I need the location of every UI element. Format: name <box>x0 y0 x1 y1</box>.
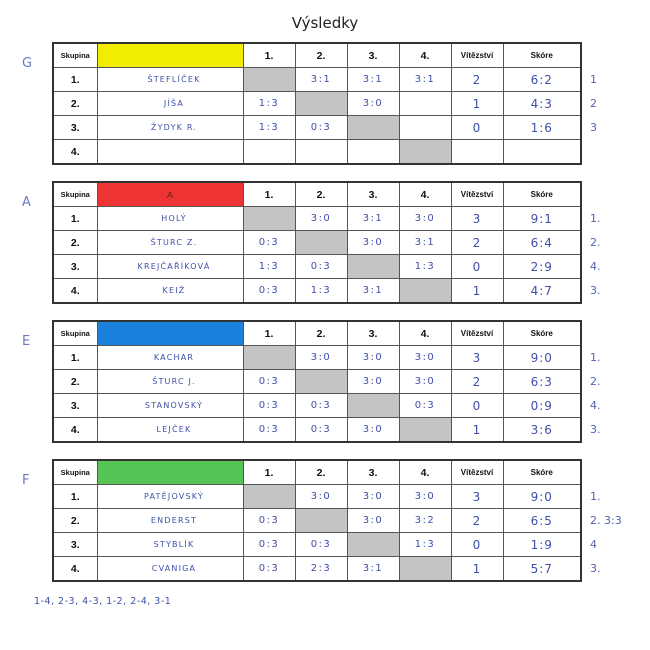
match-score: 3:1 <box>347 557 399 582</box>
total-score: 1:9 <box>503 533 581 557</box>
header-col-4: 4. <box>399 182 451 207</box>
header-col-4: 4. <box>399 460 451 485</box>
row-number: 3. <box>53 116 97 140</box>
group-table-3 <box>52 459 580 582</box>
placement-note: 2. <box>590 236 601 249</box>
diagonal-cell <box>243 485 295 509</box>
row-number: 2. <box>53 231 97 255</box>
header-score: Skóre <box>503 460 581 485</box>
match-score: 3:0 <box>399 346 451 370</box>
match-score: 0:3 <box>295 116 347 140</box>
match-score <box>399 116 451 140</box>
group-letter: A <box>22 195 31 210</box>
table-row <box>53 140 581 165</box>
player-name: JÍŠA <box>97 92 243 116</box>
match-score: 3:0 <box>399 485 451 509</box>
match-score: 3:1 <box>347 207 399 231</box>
match-score: 3:1 <box>399 231 451 255</box>
diagonal-cell <box>347 255 399 279</box>
header-skupina: Skupina <box>53 460 97 485</box>
wins-count: 3 <box>451 346 503 370</box>
row-number: 1. <box>53 207 97 231</box>
group-color-cell <box>97 43 243 68</box>
match-score: 0:3 <box>243 509 295 533</box>
diagonal-cell <box>243 207 295 231</box>
header-skupina: Skupina <box>53 182 97 207</box>
placement-note: 4. <box>590 399 601 412</box>
group-color-cell <box>97 321 243 346</box>
results-table <box>52 320 582 443</box>
table-row <box>53 346 581 370</box>
diagonal-cell <box>399 557 451 582</box>
header-row <box>53 321 581 346</box>
total-score: 0:9 <box>503 394 581 418</box>
player-name: KEIŽ <box>97 279 243 304</box>
total-score: 4:3 <box>503 92 581 116</box>
player-name: ŽYDYK R. <box>97 116 243 140</box>
row-number: 2. <box>53 92 97 116</box>
total-score: 6:5 <box>503 509 581 533</box>
header-skupina: Skupina <box>53 321 97 346</box>
page-title: Výsledky <box>291 14 359 32</box>
match-score: 0:3 <box>295 418 347 443</box>
match-score: 3:0 <box>347 346 399 370</box>
header-col-3: 3. <box>347 460 399 485</box>
player-name: ŠTURC J. <box>97 370 243 394</box>
total-score: 9:0 <box>503 485 581 509</box>
player-name: LEJČEK <box>97 418 243 443</box>
row-number: 1. <box>53 485 97 509</box>
wins-count: 0 <box>451 116 503 140</box>
match-score: 3:0 <box>295 346 347 370</box>
match-score <box>399 92 451 116</box>
header-col-4: 4. <box>399 321 451 346</box>
header-wins: Vítězství <box>451 182 503 207</box>
table-row <box>53 68 581 92</box>
wins-count: 2 <box>451 68 503 92</box>
row-number: 3. <box>53 255 97 279</box>
wins-count <box>451 140 503 165</box>
placement-note: 4 <box>590 538 597 551</box>
header-score: Skóre <box>503 43 581 68</box>
table-row <box>53 116 581 140</box>
diagonal-cell <box>295 370 347 394</box>
diagonal-cell <box>399 279 451 304</box>
table-row <box>53 231 581 255</box>
table-row <box>53 207 581 231</box>
match-score: 0:3 <box>243 279 295 304</box>
placement-note: 2. 3:3 <box>590 514 622 527</box>
header-col-1: 1. <box>243 43 295 68</box>
wins-count: 1 <box>451 557 503 582</box>
placement-note: 3. <box>590 562 601 575</box>
match-score: 3:0 <box>399 207 451 231</box>
placement-note: 2. <box>590 375 601 388</box>
row-number: 4. <box>53 140 97 165</box>
player-name: ŠTEFLÍČEK <box>97 68 243 92</box>
total-score: 3:6 <box>503 418 581 443</box>
table-row <box>53 394 581 418</box>
total-score: 4:7 <box>503 279 581 304</box>
match-score <box>347 140 399 165</box>
header-col-1: 1. <box>243 182 295 207</box>
header-col-3: 3. <box>347 182 399 207</box>
total-score: 9:1 <box>503 207 581 231</box>
player-name: ENDERST <box>97 509 243 533</box>
placement-note: 1. <box>590 490 601 503</box>
match-score: 1:3 <box>243 255 295 279</box>
results-table <box>52 42 582 165</box>
match-score: 3:0 <box>295 485 347 509</box>
placement-note: 1. <box>590 351 601 364</box>
row-number: 1. <box>53 68 97 92</box>
total-score: 5:7 <box>503 557 581 582</box>
diagonal-cell <box>295 509 347 533</box>
group-color-cell <box>97 460 243 485</box>
player-name: HOLÝ <box>97 207 243 231</box>
group-table-0 <box>52 42 580 165</box>
match-score: 0:3 <box>295 255 347 279</box>
wins-count: 0 <box>451 533 503 557</box>
match-score: 1:3 <box>243 116 295 140</box>
match-score: 0:3 <box>399 394 451 418</box>
table-row <box>53 418 581 443</box>
header-row <box>53 182 581 207</box>
player-name: STYBLÍK <box>97 533 243 557</box>
match-score: 3:1 <box>295 68 347 92</box>
wins-count: 3 <box>451 207 503 231</box>
header-col-3: 3. <box>347 43 399 68</box>
match-score: 3:0 <box>347 231 399 255</box>
results-table <box>52 181 582 304</box>
player-name: KREJČAŘÍKOVÁ <box>97 255 243 279</box>
placement-note: 4. <box>590 260 601 273</box>
header-skupina: Skupina <box>53 43 97 68</box>
match-score: 0:3 <box>295 533 347 557</box>
header-score: Skóre <box>503 182 581 207</box>
match-score: 0:3 <box>243 557 295 582</box>
match-score: 3:2 <box>399 509 451 533</box>
header-col-2: 2. <box>295 460 347 485</box>
placement-note: 3. <box>590 423 601 436</box>
total-score: 6:2 <box>503 68 581 92</box>
header-col-4: 4. <box>399 43 451 68</box>
total-score: 2:9 <box>503 255 581 279</box>
player-name: STANOVSKÝ <box>97 394 243 418</box>
placement-note: 2 <box>590 97 597 110</box>
player-name: CVANIGA <box>97 557 243 582</box>
table-row <box>53 485 581 509</box>
row-number: 3. <box>53 394 97 418</box>
wins-count: 2 <box>451 370 503 394</box>
group-table-1 <box>52 181 580 304</box>
player-name: PATĚJOVSKÝ <box>97 485 243 509</box>
header-col-3: 3. <box>347 321 399 346</box>
total-score <box>503 140 581 165</box>
match-score: 3:0 <box>347 418 399 443</box>
match-score: 1:3 <box>243 92 295 116</box>
player-name: KACHAR <box>97 346 243 370</box>
row-number: 1. <box>53 346 97 370</box>
header-wins: Vítězství <box>451 460 503 485</box>
player-name: ŠTURC Z. <box>97 231 243 255</box>
match-score: 3:1 <box>399 68 451 92</box>
header-col-1: 1. <box>243 321 295 346</box>
match-score: 3:0 <box>347 485 399 509</box>
diagonal-cell <box>399 418 451 443</box>
table-row <box>53 370 581 394</box>
row-number: 4. <box>53 418 97 443</box>
row-number: 4. <box>53 279 97 304</box>
match-score: 0:3 <box>243 394 295 418</box>
table-row <box>53 92 581 116</box>
match-score: 1:3 <box>295 279 347 304</box>
placement-note: 3. <box>590 284 601 297</box>
match-score: 1:3 <box>399 255 451 279</box>
match-score: 0:3 <box>243 370 295 394</box>
header-col-2: 2. <box>295 321 347 346</box>
diagonal-cell <box>347 394 399 418</box>
row-number: 4. <box>53 557 97 582</box>
placement-note: 1 <box>590 73 597 86</box>
match-score: 3:1 <box>347 279 399 304</box>
total-score: 6:3 <box>503 370 581 394</box>
header-row <box>53 43 581 68</box>
match-score: 0:3 <box>243 533 295 557</box>
table-row <box>53 533 581 557</box>
match-score: 3:0 <box>347 370 399 394</box>
results-table <box>52 459 582 582</box>
wins-count: 2 <box>451 509 503 533</box>
match-score: 1:3 <box>399 533 451 557</box>
table-row <box>53 557 581 582</box>
header-score: Skóre <box>503 321 581 346</box>
table-row <box>53 509 581 533</box>
diagonal-cell <box>243 346 295 370</box>
total-score: 6:4 <box>503 231 581 255</box>
group-letter: E <box>22 334 31 349</box>
wins-count: 1 <box>451 92 503 116</box>
group-color-cell: A <box>97 182 243 207</box>
diagonal-cell <box>295 231 347 255</box>
wins-count: 0 <box>451 394 503 418</box>
match-score: 3:0 <box>347 509 399 533</box>
wins-count: 1 <box>451 279 503 304</box>
wins-count: 3 <box>451 485 503 509</box>
placement-note: 1. <box>590 212 601 225</box>
table-row <box>53 279 581 304</box>
diagonal-cell <box>399 140 451 165</box>
match-score: 3:0 <box>295 207 347 231</box>
match-score: 3:0 <box>347 92 399 116</box>
wins-count: 2 <box>451 231 503 255</box>
match-score <box>243 140 295 165</box>
row-number: 3. <box>53 533 97 557</box>
diagonal-cell <box>243 68 295 92</box>
row-number: 2. <box>53 509 97 533</box>
wins-count: 0 <box>451 255 503 279</box>
group-letter: G <box>22 56 33 71</box>
diagonal-cell <box>347 533 399 557</box>
match-score: 0:3 <box>295 394 347 418</box>
footer-match-order: 1-4, 2-3, 4-3, 1-2, 2-4, 3-1 <box>34 596 172 607</box>
wins-count: 1 <box>451 418 503 443</box>
player-name <box>97 140 243 165</box>
group-letter: F <box>22 473 30 488</box>
group-table-2 <box>52 320 580 443</box>
match-score: 2:3 <box>295 557 347 582</box>
header-col-2: 2. <box>295 182 347 207</box>
diagonal-cell <box>295 92 347 116</box>
match-score: 3:1 <box>347 68 399 92</box>
header-wins: Vítězství <box>451 321 503 346</box>
row-number: 2. <box>53 370 97 394</box>
table-row <box>53 255 581 279</box>
header-row <box>53 460 581 485</box>
header-col-2: 2. <box>295 43 347 68</box>
diagonal-cell <box>347 116 399 140</box>
placement-note: 3 <box>590 121 597 134</box>
total-score: 1:6 <box>503 116 581 140</box>
match-score: 3:0 <box>399 370 451 394</box>
header-wins: Vítězství <box>451 43 503 68</box>
match-score: 0:3 <box>243 231 295 255</box>
header-col-1: 1. <box>243 460 295 485</box>
match-score <box>295 140 347 165</box>
match-score: 0:3 <box>243 418 295 443</box>
total-score: 9:0 <box>503 346 581 370</box>
